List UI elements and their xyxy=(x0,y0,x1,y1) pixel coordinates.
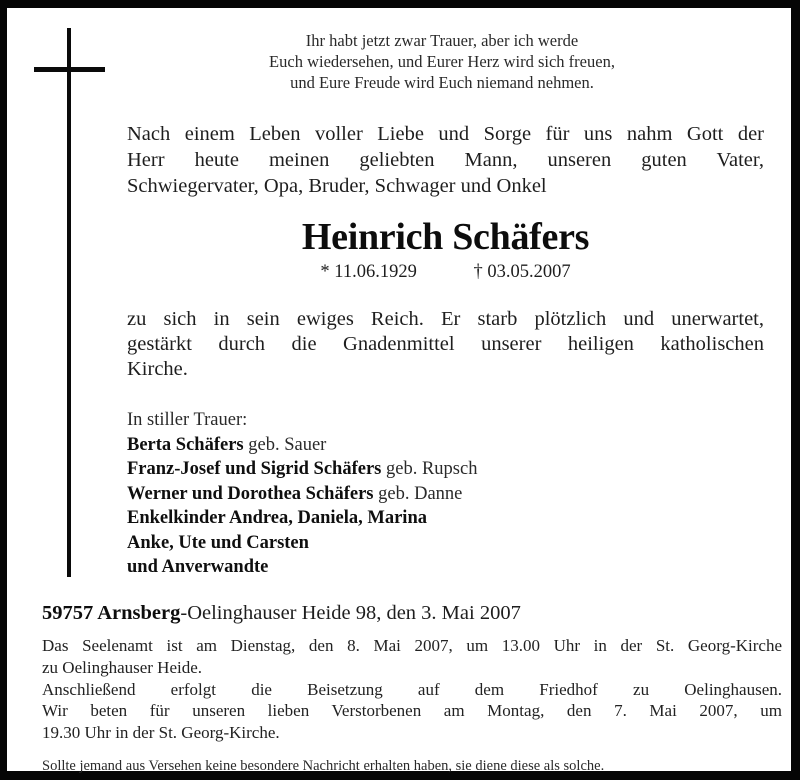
maiden-name: geb. Sauer xyxy=(243,434,327,455)
body-line: zu sich in sein ewiges Reich. Er starb plötzlich und unerwartet, xyxy=(127,308,764,330)
maiden-name: geb. Rupsch xyxy=(381,459,478,479)
mourner-name: Enkelkinder Andrea, Daniela, Marina xyxy=(127,508,427,528)
verse-line: Euch wiedersehen, und Eurer Herz wird sich freuen, xyxy=(269,52,615,71)
life-dates xyxy=(127,260,764,284)
mourner-entry xyxy=(127,457,477,482)
info-line: Wir beten für unseren lieben Verstorbenen am Montag, den 7. Mai 2007, um xyxy=(42,701,782,721)
info-line: 19.30 Uhr in der St. Georg-Kirche. xyxy=(42,723,280,743)
mourner-entry xyxy=(127,531,477,556)
mourner-entry xyxy=(127,433,477,458)
maiden-name: geb. Danne xyxy=(373,483,463,504)
intro-line: Nach einem Leben voller Liebe und Sorge für uns nahm Gott der xyxy=(127,123,764,145)
deceased-name: Heinrich Schäfers xyxy=(301,216,590,258)
intro-paragraph xyxy=(127,121,764,199)
service-info xyxy=(42,635,782,744)
mourner-name: Franz-Josef und Sigrid Schäfers xyxy=(127,459,382,479)
cross-icon-crossbar xyxy=(34,67,105,72)
cross-icon xyxy=(67,28,71,577)
mourner-name: und Anverwandte xyxy=(127,557,269,577)
death-date: † 03.05.2007 xyxy=(473,262,571,282)
info-line: Anschließend erfolgt die Beisetzung auf dem Friedhof zu Oelinghausen. xyxy=(42,679,782,699)
mourner-entry xyxy=(127,555,477,580)
mourners-list xyxy=(127,408,477,580)
place-bold: 59757 Arnsberg xyxy=(42,602,181,624)
verse-line: und Eure Freude wird Euch niemand nehmen. xyxy=(290,73,594,92)
body-paragraph xyxy=(127,307,764,382)
info-line: Das Seelenamt ist am Dienstag, den 8. Mai 2007, um 13.00 Uhr in der St. Georg-Kirche xyxy=(42,636,782,655)
mourner-name: Anke, Ute und Carsten xyxy=(127,532,309,553)
mourner-entry xyxy=(127,506,477,531)
body-line: gestärkt durch die Gnadenmittel unserer heiligen katholischen xyxy=(127,333,764,355)
bible-verse xyxy=(147,30,737,93)
place-and-date xyxy=(42,600,521,626)
mourner-name: Werner und Dorothea Schäfers xyxy=(127,483,374,504)
footer-note: Sollte jemand aus Versehen keine besondere Nachricht erhalten haben, sie diene diese als solche. xyxy=(42,758,605,774)
mourner-name: Berta Schäfers xyxy=(127,434,244,455)
place-rest: -Oelinghauser Heide 98, den 3. Mai 2007 xyxy=(180,602,521,624)
intro-line: Herr heute meinen geliebten Mann, unseren guten Vater, xyxy=(127,149,764,171)
verse-line: Ihr habt jetzt zwar Trauer, aber ich werde xyxy=(305,31,579,50)
info-line: zu Oelinghauser Heide. xyxy=(42,657,203,677)
mourner-entry xyxy=(127,482,477,507)
intro-line: Schwiegervater, Opa, Bruder, Schwager und Onkel xyxy=(127,175,547,197)
mourners-heading: In stiller Trauer: xyxy=(127,410,248,430)
birth-date: * 11.06.1929 xyxy=(320,262,417,282)
body-line: Kirche. xyxy=(127,358,188,380)
